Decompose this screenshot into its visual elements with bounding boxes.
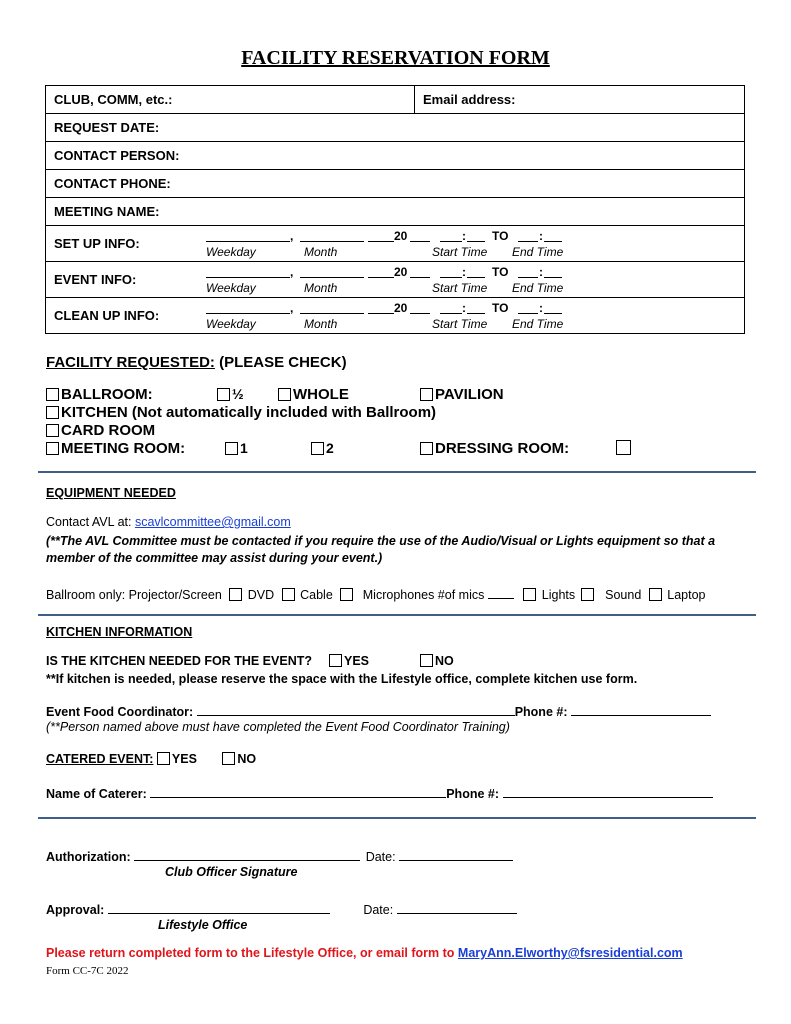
ballroom-option[interactable]: BALLROOM: bbox=[46, 386, 153, 403]
approval-row: Approval: Date: bbox=[46, 901, 517, 917]
end-hour-field[interactable] bbox=[518, 302, 538, 314]
whole-option[interactable]: WHOLE bbox=[278, 386, 349, 403]
start-minute-field[interactable] bbox=[467, 266, 485, 278]
start-hour-field[interactable] bbox=[440, 266, 462, 278]
contact-phone-field[interactable]: CONTACT PHONE: bbox=[46, 170, 745, 198]
month-caption: Month bbox=[304, 317, 338, 331]
approval-signature-field[interactable] bbox=[108, 901, 330, 914]
kitchen-note: **If kitchen is needed, please reserve the space with the Lifestyle office, complete kitchen use form. bbox=[46, 672, 638, 686]
colon: : bbox=[462, 229, 466, 243]
start-time-caption: Start Time bbox=[432, 317, 488, 331]
comma: , bbox=[290, 265, 294, 279]
colon: : bbox=[539, 301, 543, 315]
ballroom-checkbox[interactable] bbox=[46, 388, 59, 401]
day-field[interactable] bbox=[368, 302, 394, 314]
start-hour-field[interactable] bbox=[440, 302, 462, 314]
meeting-room-option[interactable]: MEETING ROOM: bbox=[46, 440, 185, 457]
date-row-label: SET UP INFO: bbox=[54, 236, 140, 251]
end-time-caption: End Time bbox=[512, 245, 564, 259]
mics-count-field[interactable] bbox=[488, 586, 514, 599]
day-field[interactable] bbox=[368, 230, 394, 242]
email-field[interactable]: Email address: bbox=[415, 86, 745, 114]
year-field[interactable] bbox=[410, 230, 430, 242]
end-minute-field[interactable] bbox=[544, 302, 562, 314]
month-field[interactable] bbox=[300, 302, 364, 314]
end-minute-field[interactable] bbox=[544, 230, 562, 242]
form-number: Form CC-7C 2022 bbox=[46, 965, 129, 977]
day-field[interactable] bbox=[368, 266, 394, 278]
approval-date-field[interactable] bbox=[397, 901, 517, 914]
kitchen-yes-checkbox[interactable] bbox=[329, 654, 342, 667]
pavilion-checkbox[interactable] bbox=[420, 388, 433, 401]
catered-yes-checkbox[interactable] bbox=[157, 752, 170, 765]
comma: , bbox=[290, 229, 294, 243]
date-row-label: EVENT INFO: bbox=[54, 272, 137, 287]
coordinator-phone-field[interactable] bbox=[571, 703, 711, 716]
kitchen-checkbox[interactable] bbox=[46, 406, 59, 419]
lights-checkbox[interactable] bbox=[581, 588, 594, 601]
avl-email-link[interactable]: scavlcommittee@gmail.com bbox=[134, 515, 291, 529]
event-info-row[interactable] bbox=[46, 262, 745, 298]
weekday-caption: Weekday bbox=[206, 281, 256, 295]
setup-info-row[interactable] bbox=[46, 226, 745, 262]
year-prefix: 20 bbox=[394, 265, 408, 279]
lifestyle-caption: Lifestyle Office bbox=[158, 918, 248, 932]
room-2-option[interactable]: 2 bbox=[311, 440, 334, 456]
end-time-caption: End Time bbox=[512, 281, 564, 295]
caterer-row: Name of Caterer: Phone #: bbox=[46, 785, 713, 801]
card-room-checkbox[interactable] bbox=[46, 424, 59, 437]
dressing-room-checkbox[interactable] bbox=[420, 442, 433, 455]
avl-note-line1: (**The AVL Committee must be contacted if you require the use of the Audio/Visual or Lights equipment so that a bbox=[46, 534, 716, 548]
month-caption: Month bbox=[304, 281, 338, 295]
whole-checkbox[interactable] bbox=[278, 388, 291, 401]
card-room-option[interactable]: CARD ROOM bbox=[46, 422, 155, 439]
contact-person-field[interactable]: CONTACT PERSON: bbox=[46, 142, 745, 170]
cable-checkbox[interactable] bbox=[340, 588, 353, 601]
weekday-caption: Weekday bbox=[206, 245, 256, 259]
weekday-field[interactable] bbox=[206, 230, 290, 242]
date-row-label: CLEAN UP INFO: bbox=[54, 308, 160, 323]
end-minute-field[interactable] bbox=[544, 266, 562, 278]
to-label: TO bbox=[492, 301, 509, 315]
kitchen-yes-option[interactable]: YES bbox=[329, 654, 369, 668]
caterer-phone-field[interactable] bbox=[503, 785, 713, 798]
page-title: FACILITY RESERVATION FORM bbox=[241, 47, 550, 69]
to-label: TO bbox=[492, 229, 509, 243]
end-hour-field[interactable] bbox=[518, 230, 538, 242]
return-instructions: Please return completed form to the Lifestyle Office, or email form to MaryAnn.Elworthy@fsresidential.com bbox=[46, 946, 683, 960]
kitchen-no-checkbox[interactable] bbox=[420, 654, 433, 667]
club-field[interactable]: CLUB, COMM, etc.: bbox=[46, 86, 415, 114]
divider bbox=[38, 471, 756, 473]
club-officer-caption: Club Officer Signature bbox=[165, 865, 298, 879]
weekday-caption: Weekday bbox=[206, 317, 256, 331]
divider bbox=[38, 614, 756, 616]
dvd-checkbox[interactable] bbox=[282, 588, 295, 601]
coordinator-row: Event Food Coordinator: Phone #: bbox=[46, 703, 711, 719]
room-1-checkbox[interactable] bbox=[225, 442, 238, 455]
catered-no-checkbox[interactable] bbox=[222, 752, 235, 765]
meeting-name-field[interactable]: MEETING NAME: bbox=[46, 198, 745, 226]
room-2-checkbox[interactable] bbox=[311, 442, 324, 455]
half-option[interactable]: ½ bbox=[217, 386, 244, 402]
year-prefix: 20 bbox=[394, 229, 408, 243]
facility-heading: FACILITY REQUESTED: (PLEASE CHECK) bbox=[46, 354, 347, 371]
colon: : bbox=[462, 301, 466, 315]
pavilion-option[interactable]: PAVILION bbox=[420, 386, 504, 403]
end-hour-field[interactable] bbox=[518, 266, 538, 278]
equipment-options: Ballroom only: Projector/Screen DVD Cable Microphones #of mics Lights Sound Laptop bbox=[46, 588, 706, 602]
month-caption: Month bbox=[304, 245, 338, 259]
kitchen-heading: KITCHEN INFORMATION bbox=[46, 625, 193, 639]
projector-checkbox[interactable] bbox=[229, 588, 242, 601]
equipment-heading: EQUIPMENT NEEDED bbox=[46, 486, 176, 500]
comma: , bbox=[290, 301, 294, 315]
colon: : bbox=[462, 265, 466, 279]
authorization-date-field[interactable] bbox=[399, 848, 513, 861]
avl-contact: Contact AVL at: scavlcommittee@gmail.com bbox=[46, 515, 291, 529]
coordinator-field[interactable] bbox=[197, 703, 515, 716]
room-1-option[interactable]: 1 bbox=[225, 440, 248, 456]
dressing-room-box[interactable] bbox=[616, 440, 633, 458]
kitchen-no-option[interactable]: NO bbox=[420, 654, 454, 668]
colon: : bbox=[539, 229, 543, 243]
authorization-signature-field[interactable] bbox=[134, 848, 360, 861]
dressing-room-option[interactable]: DRESSING ROOM: bbox=[420, 440, 569, 457]
weekday-field[interactable] bbox=[206, 266, 290, 278]
authorization-row: Authorization: Date: bbox=[46, 848, 513, 864]
request-date-field[interactable]: REQUEST DATE: bbox=[46, 114, 745, 142]
reservation-table bbox=[45, 85, 745, 334]
avl-note-line2: member of the committee may assist during your event.) bbox=[46, 551, 383, 565]
catered-row: CATERED EVENT: YES NO bbox=[46, 752, 257, 766]
kitchen-question: IS THE KITCHEN NEEDED FOR THE EVENT? bbox=[46, 654, 312, 668]
colon: : bbox=[539, 265, 543, 279]
to-label: TO bbox=[492, 265, 509, 279]
year-prefix: 20 bbox=[394, 301, 408, 315]
month-field[interactable] bbox=[300, 266, 364, 278]
weekday-field[interactable] bbox=[206, 302, 290, 314]
start-time-caption: Start Time bbox=[432, 281, 488, 295]
year-field[interactable] bbox=[410, 266, 430, 278]
meeting-room-checkbox[interactable] bbox=[46, 442, 59, 455]
sound-checkbox[interactable] bbox=[649, 588, 662, 601]
month-field[interactable] bbox=[300, 230, 364, 242]
return-email-link[interactable]: MaryAnn.Elworthy@fsresidential.com bbox=[457, 946, 683, 960]
coordinator-note: (**Person named above must have completed the Event Food Coordinator Training) bbox=[46, 720, 510, 734]
end-time-caption: End Time bbox=[512, 317, 564, 331]
cleanup-info-row[interactable] bbox=[46, 298, 745, 334]
caterer-name-field[interactable] bbox=[150, 785, 446, 798]
start-time-caption: Start Time bbox=[432, 245, 488, 259]
divider bbox=[38, 817, 756, 819]
year-field[interactable] bbox=[410, 302, 430, 314]
start-hour-field[interactable] bbox=[440, 230, 462, 242]
start-minute-field[interactable] bbox=[467, 230, 485, 242]
half-checkbox[interactable] bbox=[217, 388, 230, 401]
mics-checkbox[interactable] bbox=[523, 588, 536, 601]
kitchen-option[interactable]: KITCHEN (Not automatically included with Ballroom) bbox=[46, 404, 436, 421]
start-minute-field[interactable] bbox=[467, 302, 485, 314]
dressing-room-box-checkbox[interactable] bbox=[616, 440, 631, 455]
